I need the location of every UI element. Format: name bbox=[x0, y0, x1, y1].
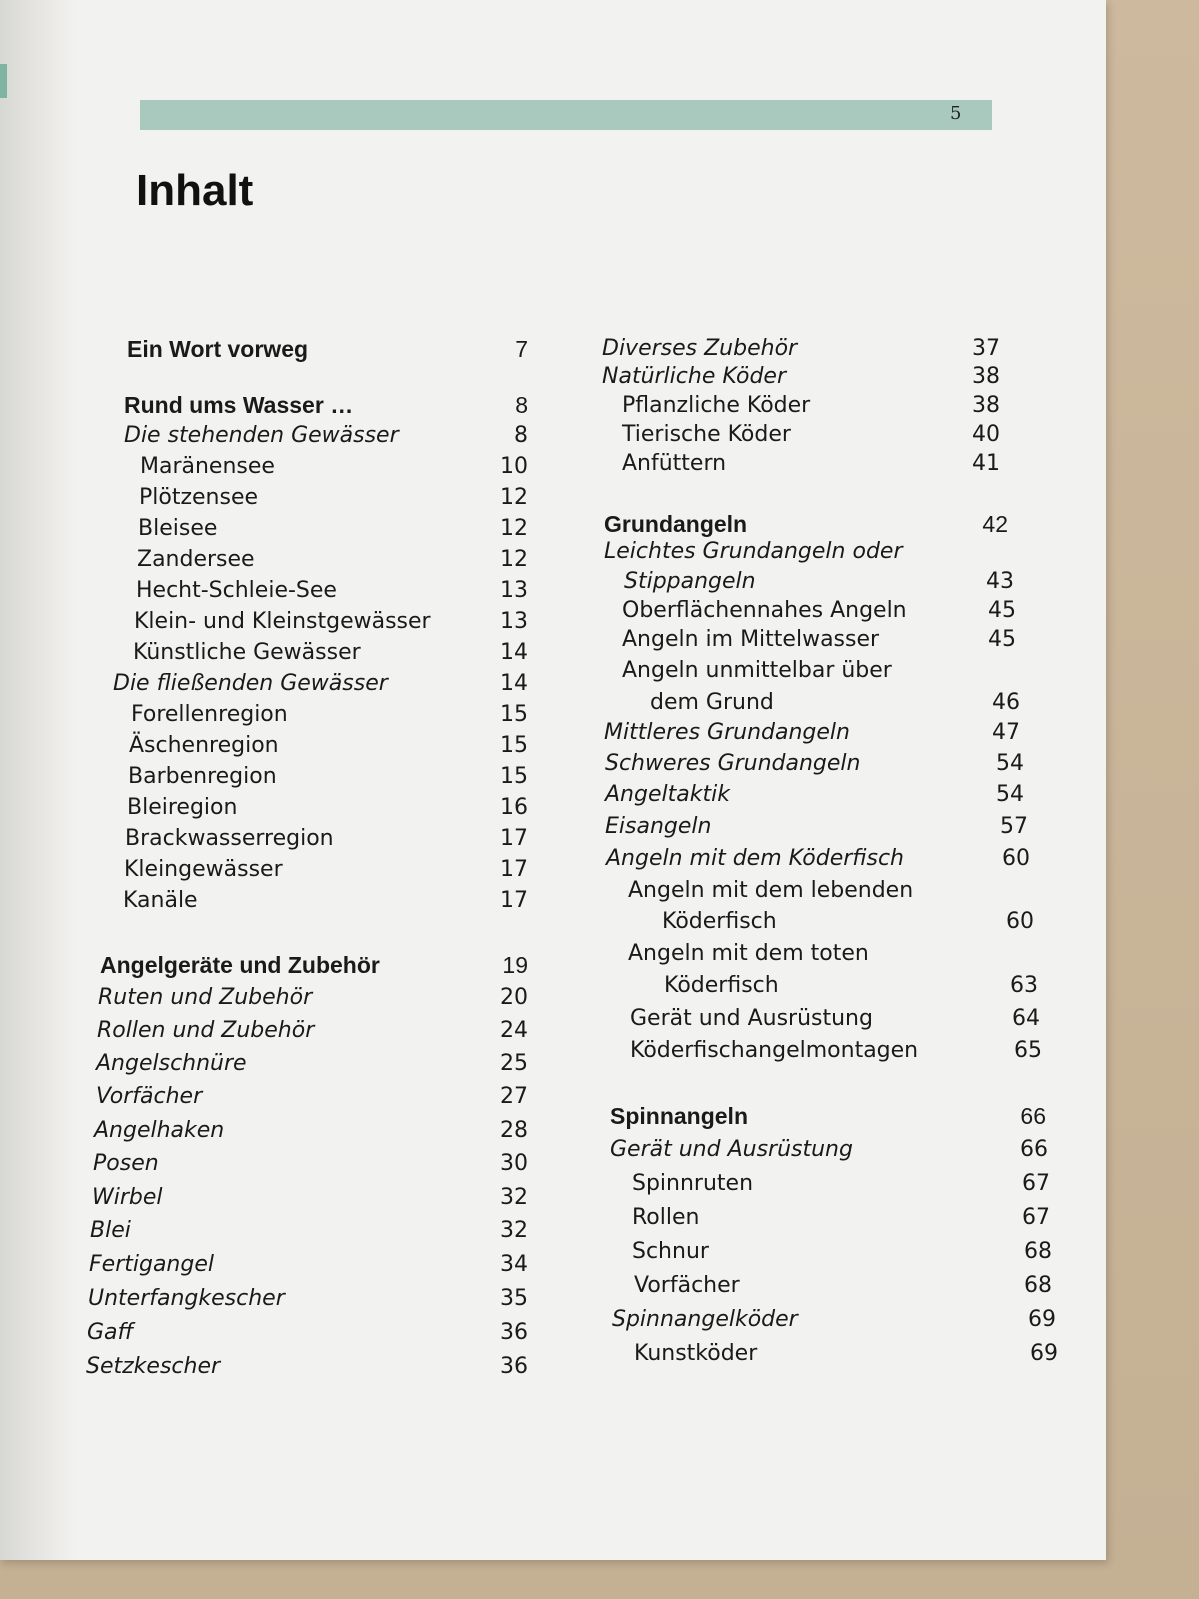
toc-entry-page-number: 54 bbox=[996, 751, 1024, 776]
toc-entry-koderfisch bbox=[664, 971, 1038, 1001]
toc-entry-label: Angeltaktik bbox=[605, 782, 730, 807]
toc-entry-page-number: 38 bbox=[972, 393, 1000, 418]
toc-entry-label: Äschenregion bbox=[129, 733, 279, 758]
toc-entry-page-number: 68 bbox=[1024, 1273, 1052, 1298]
toc-entry-rollen-und-zubehor bbox=[97, 1016, 528, 1046]
toc-entry-posen bbox=[93, 1149, 528, 1179]
toc-entry-label: Gerät und Ausrüstung bbox=[630, 1006, 873, 1031]
toc-entry-label: dem Grund bbox=[650, 690, 774, 715]
toc-entry-label: Schweres Grundangeln bbox=[605, 751, 861, 776]
toc-entry-page-number: 17 bbox=[500, 857, 528, 882]
toc-entry-page-number: 35 bbox=[500, 1286, 528, 1311]
toc-entry-label: Rollen und Zubehör bbox=[97, 1018, 315, 1043]
toc-entry-label: Vorfächer bbox=[96, 1084, 203, 1109]
toc-entry-page-number: 68 bbox=[1024, 1239, 1052, 1264]
toc-entry-page-number: 67 bbox=[1022, 1205, 1050, 1230]
toc-entry-page-number: 32 bbox=[500, 1185, 528, 1210]
toc-entry-label: Plötzensee bbox=[139, 485, 259, 510]
toc-entry-label: Kunstköder bbox=[634, 1341, 758, 1366]
toc-entry-label: Tierische Köder bbox=[622, 422, 791, 447]
toc-entry-page-number: 64 bbox=[1012, 1006, 1040, 1031]
toc-entry-page-number: 54 bbox=[996, 782, 1024, 807]
toc-entry-label: Barbenregion bbox=[128, 764, 277, 789]
toc-entry-label: Angelgeräte und Zubehör bbox=[100, 952, 380, 978]
toc-entry-page-number: 32 bbox=[500, 1218, 528, 1243]
toc-entry-schweres-grundangeln bbox=[605, 749, 1024, 779]
toc-entry-page-number: 42 bbox=[982, 511, 1008, 537]
toc-entry-tierische-koder bbox=[622, 420, 1000, 450]
toc-entry-label: Pflanzliche Köder bbox=[622, 393, 811, 418]
toc-entry-label: Die fließenden Gewässer bbox=[113, 671, 388, 696]
toc-entry-page-number: 67 bbox=[1022, 1171, 1050, 1196]
toc-entry-label: Stippangeln bbox=[624, 569, 756, 594]
toc-entry-label: Unterfangkescher bbox=[88, 1286, 285, 1311]
toc-entry-angeln-mit-dem-toten bbox=[628, 939, 1036, 969]
toc-entry-page-number: 41 bbox=[972, 451, 1000, 476]
toc-entry-unterfangkescher bbox=[88, 1284, 528, 1314]
toc-entry-page-number: 12 bbox=[500, 485, 528, 510]
toc-entry-page-number: 69 bbox=[1028, 1307, 1056, 1332]
toc-entry-page-number: 24 bbox=[500, 1018, 528, 1043]
toc-entry-label: Angeln mit dem lebenden bbox=[628, 878, 914, 903]
toc-entry-label: Ruten und Zubehör bbox=[98, 985, 313, 1010]
toc-entry-spinnangeln bbox=[610, 1101, 1046, 1131]
toc-entry-page-number: 10 bbox=[500, 454, 528, 479]
toc-entry-label: Angeln mit dem toten bbox=[628, 941, 869, 966]
toc-entry-page-number: 15 bbox=[500, 764, 528, 789]
toc-entry-label: Spinnruten bbox=[632, 1171, 754, 1196]
toc-entry-grundangeln bbox=[604, 509, 1008, 539]
toc-entry-bleiregion bbox=[127, 793, 528, 823]
toc-entry-page-number: 63 bbox=[1010, 973, 1038, 998]
toc-entry-rollen bbox=[632, 1203, 1050, 1233]
toc-entry-page-number: 13 bbox=[500, 609, 528, 634]
toc-entry-page-number: 60 bbox=[1002, 846, 1030, 871]
toc-entry-page-number: 46 bbox=[992, 690, 1020, 715]
toc-entry-label: Rollen bbox=[632, 1205, 700, 1230]
header-bar bbox=[140, 100, 992, 130]
toc-entry-page-number: 66 bbox=[1020, 1103, 1046, 1129]
toc-entry-page-number: 25 bbox=[500, 1051, 528, 1076]
toc-entry-aschenregion bbox=[129, 731, 528, 761]
toc-entry-angeln-unmittelbar-uber bbox=[622, 656, 1018, 686]
toc-entry-label: Hecht-Schleie-See bbox=[136, 578, 337, 603]
toc-entry-vorfacher bbox=[96, 1082, 528, 1112]
toc-entry-label: Mittleres Grundangeln bbox=[604, 720, 850, 745]
toc-entry-page-number: 12 bbox=[500, 547, 528, 572]
toc-entry-angeltaktik bbox=[605, 780, 1024, 810]
toc-entry-label: Zandersee bbox=[137, 547, 255, 572]
toc-entry-label: Rund ums Wasser … bbox=[124, 392, 354, 418]
toc-entry-label: Maränensee bbox=[140, 454, 275, 479]
toc-entry-page-number: 8 bbox=[514, 423, 528, 448]
toc-entry-label: Spinnangeln bbox=[610, 1103, 748, 1129]
toc-entry-label: Spinnangelköder bbox=[612, 1307, 798, 1332]
toc-entry-page-number: 14 bbox=[500, 671, 528, 696]
toc-entry-stippangeln bbox=[624, 567, 1014, 597]
toc-entry-page-number: 17 bbox=[500, 826, 528, 851]
toc-entry-die-fliessenden-gewasser bbox=[113, 669, 528, 699]
toc-entry-naturliche-koder bbox=[602, 362, 1000, 392]
toc-entry-label: Fertigangel bbox=[89, 1252, 214, 1277]
toc-entry-mittleres-grundangeln bbox=[604, 718, 1020, 748]
toc-entry-label: Bleiregion bbox=[127, 795, 238, 820]
toc-entry-kleingewasser bbox=[124, 855, 528, 885]
toc-entry-label: Angeln im Mittelwasser bbox=[622, 627, 880, 652]
toc-entry-label: Setzkescher bbox=[86, 1354, 221, 1379]
toc-entry-maranensee bbox=[140, 452, 528, 482]
toc-entry-setzkescher bbox=[86, 1352, 528, 1382]
toc-entry-page-number: 15 bbox=[500, 702, 528, 727]
toc-entry-gerat-und-ausrustung bbox=[630, 1004, 1040, 1034]
toc-entry-label: Bleisee bbox=[138, 516, 218, 541]
toc-entry-eisangeln bbox=[605, 812, 1028, 842]
toc-entry-label: Oberflächennahes Angeln bbox=[622, 598, 907, 623]
toc-entry-spinnruten bbox=[632, 1169, 1050, 1199]
toc-entry-label: Brackwasserregion bbox=[125, 826, 334, 851]
toc-entry-barbenregion bbox=[128, 762, 528, 792]
toc-entry-label: Angelhaken bbox=[94, 1118, 225, 1143]
toc-entry-kanale bbox=[123, 886, 528, 916]
toc-entry-label: Anfüttern bbox=[622, 451, 727, 476]
toc-entry-label: Eisangeln bbox=[605, 814, 712, 839]
toc-entry-label: Schnur bbox=[632, 1239, 709, 1264]
toc-entry-klein-und-kleinstgewasser bbox=[134, 607, 528, 637]
toc-entry-label: Köderfischangelmontagen bbox=[630, 1038, 919, 1063]
toc-entry-oberflachennahes-angeln bbox=[622, 596, 1016, 626]
toc-entry-label: Leichtes Grundangeln oder bbox=[604, 539, 903, 564]
toc-entry-label: Angeln unmittelbar über bbox=[622, 658, 892, 683]
toc-entry-ruten-und-zubehor bbox=[98, 983, 528, 1013]
toc-entry-label: Köderfisch bbox=[662, 909, 777, 934]
toc-entry-page-number: 19 bbox=[502, 952, 528, 978]
toc-entry-label: Klein- und Kleinstgewässer bbox=[134, 609, 431, 634]
toc-entry-page-number: 37 bbox=[972, 336, 1000, 361]
page-title: Inhalt bbox=[136, 166, 254, 215]
toc-entry-page-number: 17 bbox=[500, 888, 528, 913]
toc-entry-angeln-im-mittelwasser bbox=[622, 625, 1016, 655]
toc-entry-label: Angelschnüre bbox=[96, 1051, 247, 1076]
toc-entry-angeln-mit-dem-koderfisch bbox=[606, 844, 1030, 874]
toc-entry-blei bbox=[90, 1216, 528, 1246]
toc-entry-rund-ums-wasser bbox=[124, 390, 528, 420]
toc-entry-page-number: 20 bbox=[500, 985, 528, 1010]
toc-entry-label: Ein Wort vorweg bbox=[127, 336, 309, 362]
toc-entry-page-number: 12 bbox=[500, 516, 528, 541]
toc-entry-leichtes-grundangeln-oder bbox=[604, 537, 1010, 567]
toc-entry-diverses-zubehor bbox=[602, 334, 1000, 364]
toc-entry-angelschnure bbox=[96, 1049, 528, 1079]
toc-entry-label: Kanäle bbox=[123, 888, 198, 913]
page-number: 5 bbox=[950, 103, 962, 124]
toc-entry-bleisee bbox=[138, 514, 528, 544]
toc-entry-page-number: 45 bbox=[988, 627, 1016, 652]
toc-entry-label: Posen bbox=[93, 1151, 159, 1176]
spine-tab-marker bbox=[0, 64, 7, 98]
toc-entry-page-number: 27 bbox=[500, 1084, 528, 1109]
toc-entry-page-number: 34 bbox=[500, 1252, 528, 1277]
toc-entry-gaff bbox=[87, 1318, 528, 1348]
toc-entry-plotzensee bbox=[139, 483, 528, 513]
toc-entry-angelgerate-und-zubehor bbox=[100, 950, 528, 980]
toc-entry-label: Diverses Zubehör bbox=[602, 336, 798, 361]
toc-entry-schnur bbox=[632, 1237, 1052, 1267]
toc-entry-label: Gerät und Ausrüstung bbox=[610, 1137, 853, 1162]
toc-entry-label: Angeln mit dem Köderfisch bbox=[606, 846, 904, 871]
toc-entry-pflanzliche-koder bbox=[622, 391, 1000, 421]
toc-entry-page-number: 8 bbox=[515, 392, 528, 418]
toc-entry-page-number: 40 bbox=[972, 422, 1000, 447]
toc-entry-ein-wort-vorweg bbox=[127, 334, 528, 364]
toc-entry-anfuttern bbox=[622, 449, 1000, 479]
toc-entry-label: Kleingewässer bbox=[124, 857, 283, 882]
toc-entry-hecht-schleie-see bbox=[136, 576, 528, 606]
toc-entry-page-number: 28 bbox=[500, 1118, 528, 1143]
toc-entry-angelhaken bbox=[94, 1116, 528, 1146]
toc-entry-spinnangelkoder bbox=[612, 1305, 1056, 1335]
toc-entry-page-number: 69 bbox=[1030, 1341, 1058, 1366]
toc-entry-fertigangel bbox=[89, 1250, 528, 1280]
toc-entry-page-number: 36 bbox=[500, 1320, 528, 1345]
toc-entry-page-number: 14 bbox=[500, 640, 528, 665]
toc-entry-koderfischangelmontagen bbox=[630, 1036, 1042, 1066]
toc-entry-koderfisch bbox=[662, 907, 1034, 937]
toc-entry-die-stehenden-gewasser bbox=[124, 421, 528, 451]
toc-entry-label: Die stehenden Gewässer bbox=[124, 423, 399, 448]
previous-page-edge bbox=[0, 0, 78, 1560]
toc-entry-page-number: 60 bbox=[1006, 909, 1034, 934]
toc-entry-page-number: 13 bbox=[500, 578, 528, 603]
toc-entry-vorfacher bbox=[634, 1271, 1052, 1301]
toc-entry-kunstkoder bbox=[634, 1339, 1058, 1369]
toc-entry-page-number: 66 bbox=[1020, 1137, 1048, 1162]
toc-entry-label: Grundangeln bbox=[604, 511, 748, 537]
toc-entry-page-number: 57 bbox=[1000, 814, 1028, 839]
toc-entry-page-number: 38 bbox=[972, 364, 1000, 389]
toc-entry-label: Künstliche Gewässer bbox=[133, 640, 361, 665]
toc-entry-label: Natürliche Köder bbox=[602, 364, 786, 389]
toc-entry-page-number: 43 bbox=[986, 569, 1014, 594]
toc-entry-page-number: 30 bbox=[500, 1151, 528, 1176]
toc-entry-angeln-mit-dem-lebenden bbox=[628, 876, 1034, 906]
toc-entry-page-number: 16 bbox=[500, 795, 528, 820]
toc-entry-page-number: 15 bbox=[500, 733, 528, 758]
toc-entry-brackwasserregion bbox=[125, 824, 528, 854]
toc-entry-page-number: 65 bbox=[1014, 1038, 1042, 1063]
toc-entry-dem-grund bbox=[650, 688, 1020, 718]
toc-entry-label: Köderfisch bbox=[664, 973, 779, 998]
toc-entry-gerat-und-ausrustung bbox=[610, 1135, 1048, 1165]
toc-entry-page-number: 45 bbox=[988, 598, 1016, 623]
toc-entry-label: Gaff bbox=[87, 1320, 134, 1345]
toc-entry-label: Forellenregion bbox=[131, 702, 288, 727]
toc-entry-page-number: 7 bbox=[515, 336, 528, 362]
toc-entry-zandersee bbox=[137, 545, 528, 575]
toc-entry-page-number: 36 bbox=[500, 1354, 528, 1379]
toc-entry-wirbel bbox=[92, 1183, 528, 1213]
toc-entry-label: Blei bbox=[90, 1218, 131, 1243]
toc-entry-kunstliche-gewasser bbox=[133, 638, 528, 668]
toc-entry-label: Wirbel bbox=[92, 1185, 163, 1210]
toc-entry-label: Vorfächer bbox=[634, 1273, 740, 1298]
toc-entry-forellenregion bbox=[131, 700, 528, 730]
toc-entry-page-number: 47 bbox=[992, 720, 1020, 745]
